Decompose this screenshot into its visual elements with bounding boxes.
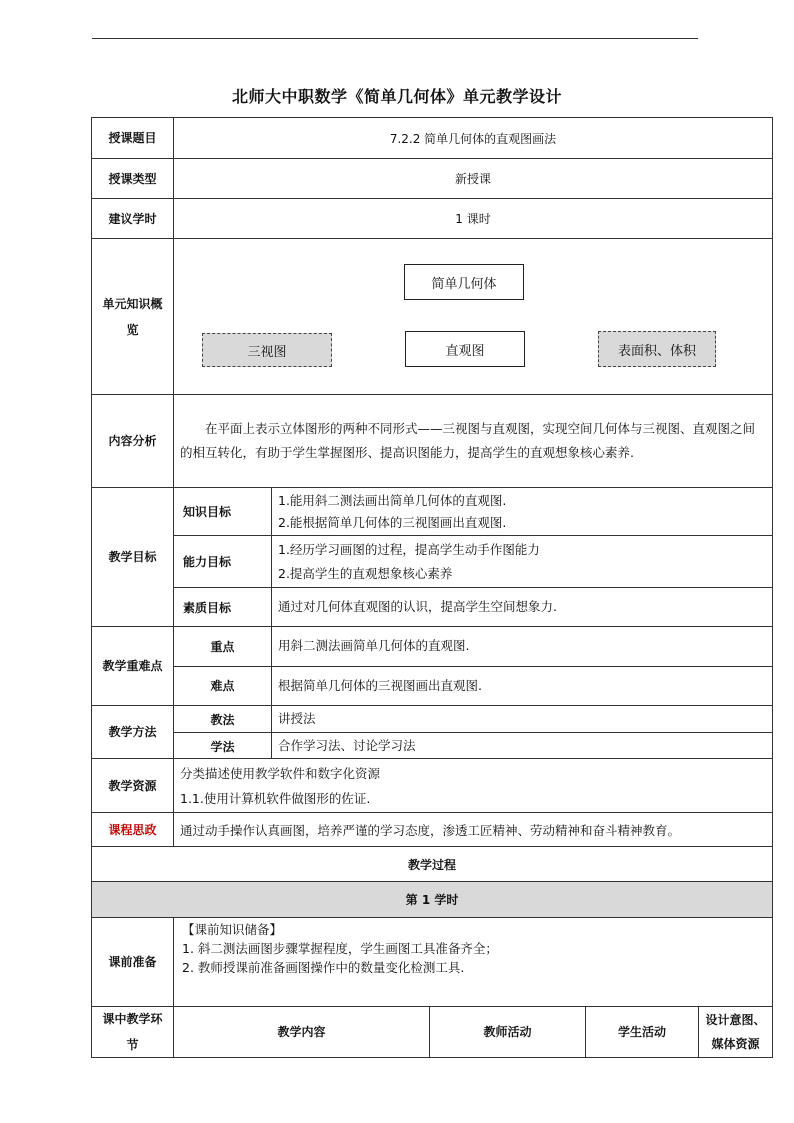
label-knowledge: 知识目标: [174, 488, 272, 535]
label-ideology: 课程思政: [92, 813, 174, 846]
label-topic: 授课题目: [92, 118, 174, 158]
value-learn: 合作学习法、讨论学习法: [278, 738, 416, 753]
label-keys: [92, 627, 174, 705]
value-ideology: 通过动手操作认真画图，培养严谨的学习态度，渗透工匠精神、劳动精神和奋斗精神教育。: [180, 822, 681, 838]
node-intuitive-drawing: 直观图: [405, 331, 525, 367]
section-process: 教学过程: [407, 857, 456, 872]
goal-quality: [174, 587, 772, 626]
value-type: 新授课: [454, 172, 491, 186]
ability-item-1: 1.经历学习画图的过程，提高学生动手作图能力: [278, 541, 540, 557]
label-quality: 素质目标: [174, 588, 272, 626]
row-overview: [92, 238, 772, 394]
label-prep: 课前准备: [92, 918, 174, 1006]
overview-diagram: [174, 239, 772, 394]
keys-subtable: [174, 627, 772, 705]
header-content: 教学内容: [277, 1025, 326, 1039]
value-topic: 7.2.2 简单几何体的直观图画法: [389, 131, 557, 146]
value-knowledge: [272, 488, 772, 535]
ability-item-2: 2.提高学生的直观想象核心素养: [278, 565, 453, 581]
row-goals: [92, 487, 772, 626]
label-key: 重点: [174, 627, 272, 666]
header-student: 学生活动: [585, 1007, 698, 1057]
knowledge-item-1: 1.能用斜二测法画出简单几何体的直观图.: [278, 492, 507, 508]
row-keys: [92, 626, 772, 705]
value-difficulty: 根据简单几何体的三视图画出直观图.: [278, 677, 482, 693]
method-learn: [174, 732, 772, 759]
label-goals: 教学目标: [92, 488, 174, 626]
row-methods: [92, 705, 772, 758]
methods-subtable: [174, 706, 772, 758]
prep-item-2: 2. 教师授课前准备画图操作中的数量变化检测工具.: [182, 960, 465, 975]
value-analysis: 在平面上表示立体图形的两种不同形式——三视图与直观图，实现空间几何体与三视图、直观图之间的相互转化，有助于学生掌握图形、提高识图能力，提高学生的直观想象核心素养.: [180, 421, 756, 460]
header-design: 设计意图、媒体资源: [698, 1007, 772, 1057]
value-hours: 1 课时: [455, 212, 491, 226]
goal-ability: [174, 535, 772, 587]
label-difficulty: 难点: [174, 667, 272, 706]
label-type: 授课类型: [92, 159, 174, 198]
row-period: [92, 881, 772, 917]
row-prep: [92, 917, 772, 1006]
difficulty-point: [174, 666, 772, 706]
value-ability: [272, 536, 772, 587]
row-type: [92, 158, 772, 198]
key-point: [174, 627, 772, 666]
resource-line-1: 分类描述使用教学软件和数字化资源: [180, 765, 381, 781]
value-prep: [174, 918, 772, 1006]
label-methods: 教学方法: [92, 706, 174, 758]
label-analysis: 内容分析: [92, 395, 174, 487]
value-quality: 通过对几何体直观图的认识，提高学生空间想象力.: [278, 599, 557, 614]
label-teach: 教法: [174, 706, 272, 732]
row-resources: [92, 758, 772, 812]
label-overview: 单元知识概览: [92, 239, 174, 394]
label-ability: 能力目标: [174, 536, 272, 587]
row-process: [92, 846, 772, 881]
method-teach: [174, 706, 772, 732]
node-three-views: 三视图: [202, 333, 332, 367]
lesson-plan-table: [91, 117, 773, 1058]
row-stage-header: [92, 1006, 772, 1057]
goals-subtable: [174, 488, 772, 626]
header-teacher: 教师活动: [429, 1007, 585, 1057]
node-area-volume: 表面积、体积: [598, 331, 716, 367]
label-resources: 教学资源: [92, 759, 174, 812]
header-rule: [92, 38, 698, 39]
value-resources: [174, 759, 772, 812]
goal-knowledge: [174, 488, 772, 535]
row-topic: [92, 118, 772, 158]
document-title: 北师大中职数学《简单几何体》单元教学设计: [231, 87, 562, 106]
prep-heading: 【课前知识储备】: [182, 922, 283, 937]
row-hours: [92, 198, 772, 238]
knowledge-item-2: 2.能根据简单几何体的三视图画出直观图.: [278, 514, 507, 530]
row-ideology: [92, 812, 772, 846]
resource-line-2: 1.1.使用计算机软件做图形的佐证.: [180, 790, 371, 806]
header-stage: 课中教学环节: [92, 1007, 174, 1057]
label-hours: 建议学时: [92, 199, 174, 238]
value-key: 用斜二测法画简单几何体的直观图.: [278, 638, 470, 654]
row-analysis: [92, 394, 772, 487]
label-learn: 学法: [174, 733, 272, 759]
prep-item-1: 1. 斜二测法画图步骤掌握程度，学生画图工具准备齐全；: [182, 941, 498, 956]
node-simple-solids: 简单几何体: [404, 264, 524, 300]
section-period: 第 1 学时: [92, 882, 772, 917]
value-teach: 讲授法: [278, 711, 316, 726]
label-keys-text: 教学重难点: [102, 659, 163, 673]
